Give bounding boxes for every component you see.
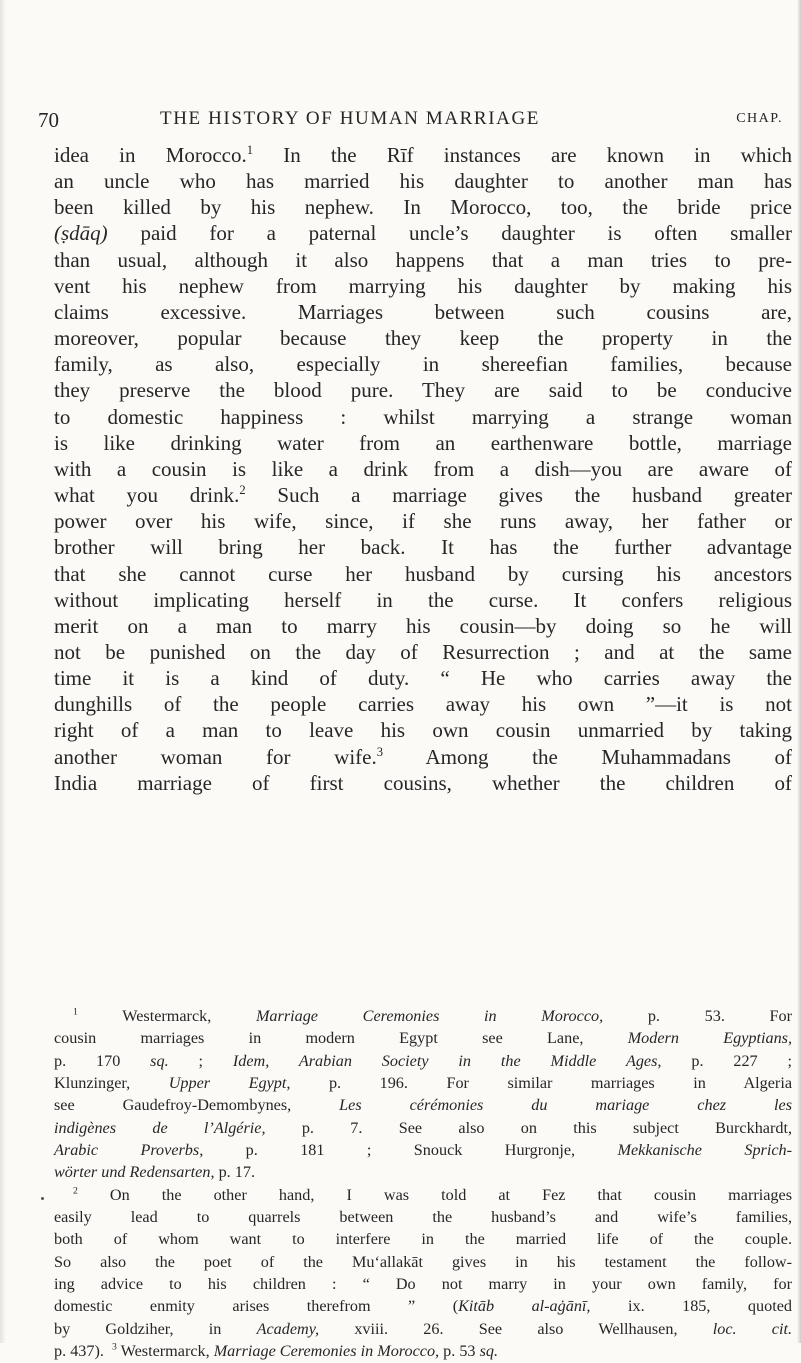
margin-mark bbox=[41, 1197, 44, 1200]
text-line: without implicating herself in the curse. It confers religious bbox=[54, 587, 792, 612]
text-line: (ṣdāq) paid for a paternal uncle’s daughter is often smaller bbox=[54, 221, 792, 246]
footnote-number: 3 bbox=[112, 1341, 117, 1353]
footnote-line: cousin marriages in modern Egypt see Lane, Modern Egyptians, bbox=[54, 1029, 793, 1048]
text-line: claims excessive. Marriages between such cousins are, bbox=[54, 299, 792, 324]
footnote-ref: 3 bbox=[376, 744, 384, 759]
footnote-line: both of whom want to interfere in the married life of the couple. bbox=[54, 1230, 792, 1249]
text-line: power over his wife, since, if she runs away, her father or bbox=[54, 509, 792, 534]
footnote-line: ing advice to his children : “ Do not marry in your own family, for bbox=[54, 1275, 792, 1294]
text-line: moreover, popular because they keep the property in the bbox=[54, 326, 792, 351]
footnote-1: $^1$ Westermarck, Marriage Ceremonies in Morocco, p. 53. For bbox=[73, 1006, 793, 1025]
text-line: family, as also, especially in shereefian families, because bbox=[54, 352, 792, 377]
text-line: than usual, although it also happens that a man tries to pre- bbox=[54, 247, 792, 272]
text-line: merit on a man to marry his cousin—by doing so he will bbox=[54, 613, 792, 638]
footnote-line: p. 437). $^3$ Westermarck, Marriage Ceremonies in Morocco, p. 53 sq. bbox=[54, 1341, 499, 1361]
footnote-line: Arabic Proverbs, p. 181 ; Snouck Hurgronje, Mekkanische Sprich- bbox=[54, 1141, 793, 1160]
arabic-term: (ṣdāq) bbox=[54, 221, 108, 246]
footnote-line: wörter und Redensarten, p. 17. bbox=[54, 1163, 255, 1182]
page-number: 70 bbox=[38, 108, 59, 132]
footnote-ref: 2 bbox=[239, 483, 246, 498]
text-line: is like drinking water from an earthenware bottle, marriage bbox=[54, 430, 792, 455]
main-text bbox=[54, 142, 792, 796]
text-line: been killed by his nephew. In Morocco, too, the bride price bbox=[54, 195, 792, 220]
text-line: idea in Morocco.$^1$ In the Rīf instances are known in which bbox=[54, 143, 792, 167]
footnote-line: Klunzinger, Upper Egypt, p. 196. For similar marriages in Algeria bbox=[54, 1074, 792, 1093]
text-line: they preserve the blood pure. They are said to be conducive bbox=[54, 378, 792, 403]
footnote-ref: 1 bbox=[246, 143, 254, 157]
text-line: to domestic happiness : whilst marrying a strange woman bbox=[54, 404, 792, 429]
footnote-line: domestic enmity arises therefrom ” (Kitāb al-aġānī, ix. 185, quoted bbox=[54, 1297, 792, 1316]
footnote-line: by Goldziher, in Academy, xviii. 26. See also Wellhausen, loc. cit. bbox=[54, 1319, 793, 1338]
text-line: not be punished on the day of Resurrection ; and at the same bbox=[54, 639, 792, 664]
footnote-line: p. 170 sq. ; Idem, Arabian Society in the Middle Ages, p. 227 ; bbox=[54, 1051, 793, 1070]
page-right-edge bbox=[797, 0, 801, 1343]
footnote-line: So also the poet of the Mu‘allakāt gives in his testament the follow- bbox=[54, 1252, 792, 1271]
text-line: with a cousin is like a drink from a dish—you are aware of bbox=[54, 456, 792, 481]
text-line: India marriage of first cousins, whether the children of bbox=[54, 770, 792, 795]
chapter-label: CHAP. bbox=[736, 111, 783, 126]
text-line: dunghills of the people carries away his own ”—it is not bbox=[54, 692, 792, 717]
text-line: an uncle who has married his daughter to another man has bbox=[54, 169, 792, 194]
text-line: time it is a kind of duty. “ He who carries away the bbox=[54, 666, 792, 691]
text-line: vent his nephew from marrying his daughter by making his bbox=[54, 273, 792, 298]
footnote-line: indigènes de l’Algérie, p. 7. See also on this subject Burckhardt, bbox=[54, 1118, 792, 1137]
footnote-number: 1 bbox=[73, 1006, 78, 1018]
running-head bbox=[38, 108, 783, 134]
text-line: another woman for wife.$^3$ Among the Muhammadans of bbox=[54, 744, 793, 769]
footnote-line: easily lead to quarrels between the husband’s and wife’s families, bbox=[54, 1208, 792, 1227]
page-edge-shadow bbox=[0, 0, 6, 1343]
footnotes bbox=[54, 1005, 792, 1363]
footnote-line: see Gaudefroy-Demombynes, Les cérémonies du mariage chez les bbox=[54, 1096, 792, 1115]
text-line: that she cannot curse her husband by cursing his ancestors bbox=[54, 561, 792, 586]
footnote-number: 2 bbox=[73, 1185, 78, 1197]
text-line: brother will bring her back. It has the further advantage bbox=[54, 535, 792, 560]
text-line: what you drink.$^2$ Such a marriage gives the husband greater bbox=[54, 483, 792, 508]
footnote-2: $^2$ On the other hand, I was told at Fez that cousin marriages bbox=[73, 1185, 792, 1204]
running-title: THE HISTORY OF HUMAN MARRIAGE bbox=[160, 108, 540, 129]
text-line: right of a man to leave his own cousin unmarried by taking bbox=[54, 718, 792, 743]
